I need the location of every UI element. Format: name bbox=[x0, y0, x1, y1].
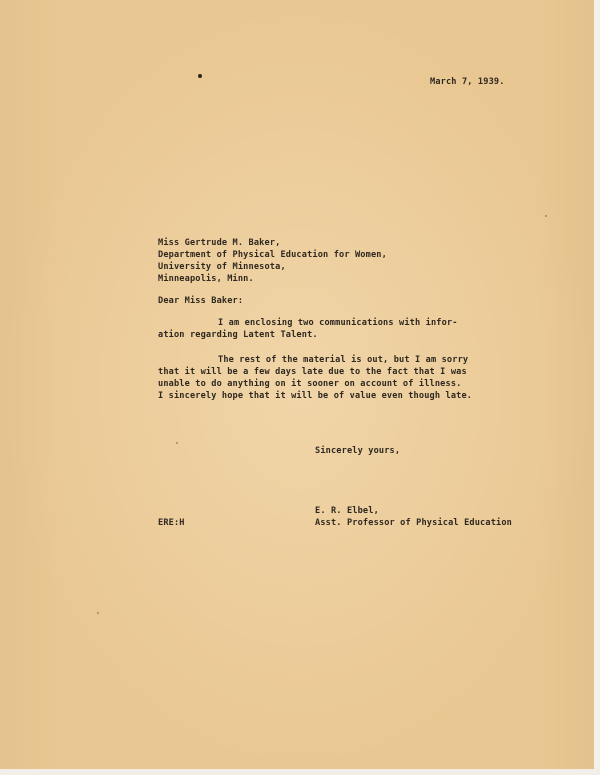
paper-speck bbox=[97, 612, 99, 614]
scan-edge-right bbox=[594, 0, 600, 775]
body-paragraph-2-line-2: that it will be a few days late due to the fact that I was bbox=[158, 367, 467, 377]
letter-date: March 7, 1939. bbox=[430, 77, 505, 87]
signature-title: Asst. Professor of Physical Education bbox=[315, 518, 512, 528]
body-paragraph-2-line-3: unable to do anything on it sooner on account of illness. bbox=[158, 379, 462, 389]
paper-speck bbox=[176, 442, 178, 444]
scan-edge-bottom bbox=[0, 769, 600, 775]
body-paragraph-2-line-4: I sincerely hope that it will be of value even though late. bbox=[158, 391, 473, 401]
salutation: Dear Miss Baker: bbox=[158, 296, 244, 306]
recipient-name: Miss Gertrude M. Baker, bbox=[158, 238, 281, 248]
body-paragraph-1-line-1: I am enclosing two communications with infor- bbox=[218, 318, 458, 328]
signature-name: E. R. Elbel, bbox=[315, 506, 379, 516]
recipient-department: Department of Physical Education for Women, bbox=[158, 250, 387, 260]
recipient-university: University of Minnesota, bbox=[158, 262, 286, 272]
paper-speck bbox=[545, 215, 547, 217]
body-paragraph-1-line-2: ation regarding Latent Talent. bbox=[158, 330, 318, 340]
closing: Sincerely yours, bbox=[315, 446, 401, 456]
ink-dot bbox=[198, 74, 202, 78]
body-paragraph-2-line-1: The rest of the material is out, but I am sorry bbox=[218, 355, 469, 365]
typist-initials: ERE:H bbox=[158, 518, 185, 528]
recipient-city: Minneapolis, Minn. bbox=[158, 274, 254, 284]
